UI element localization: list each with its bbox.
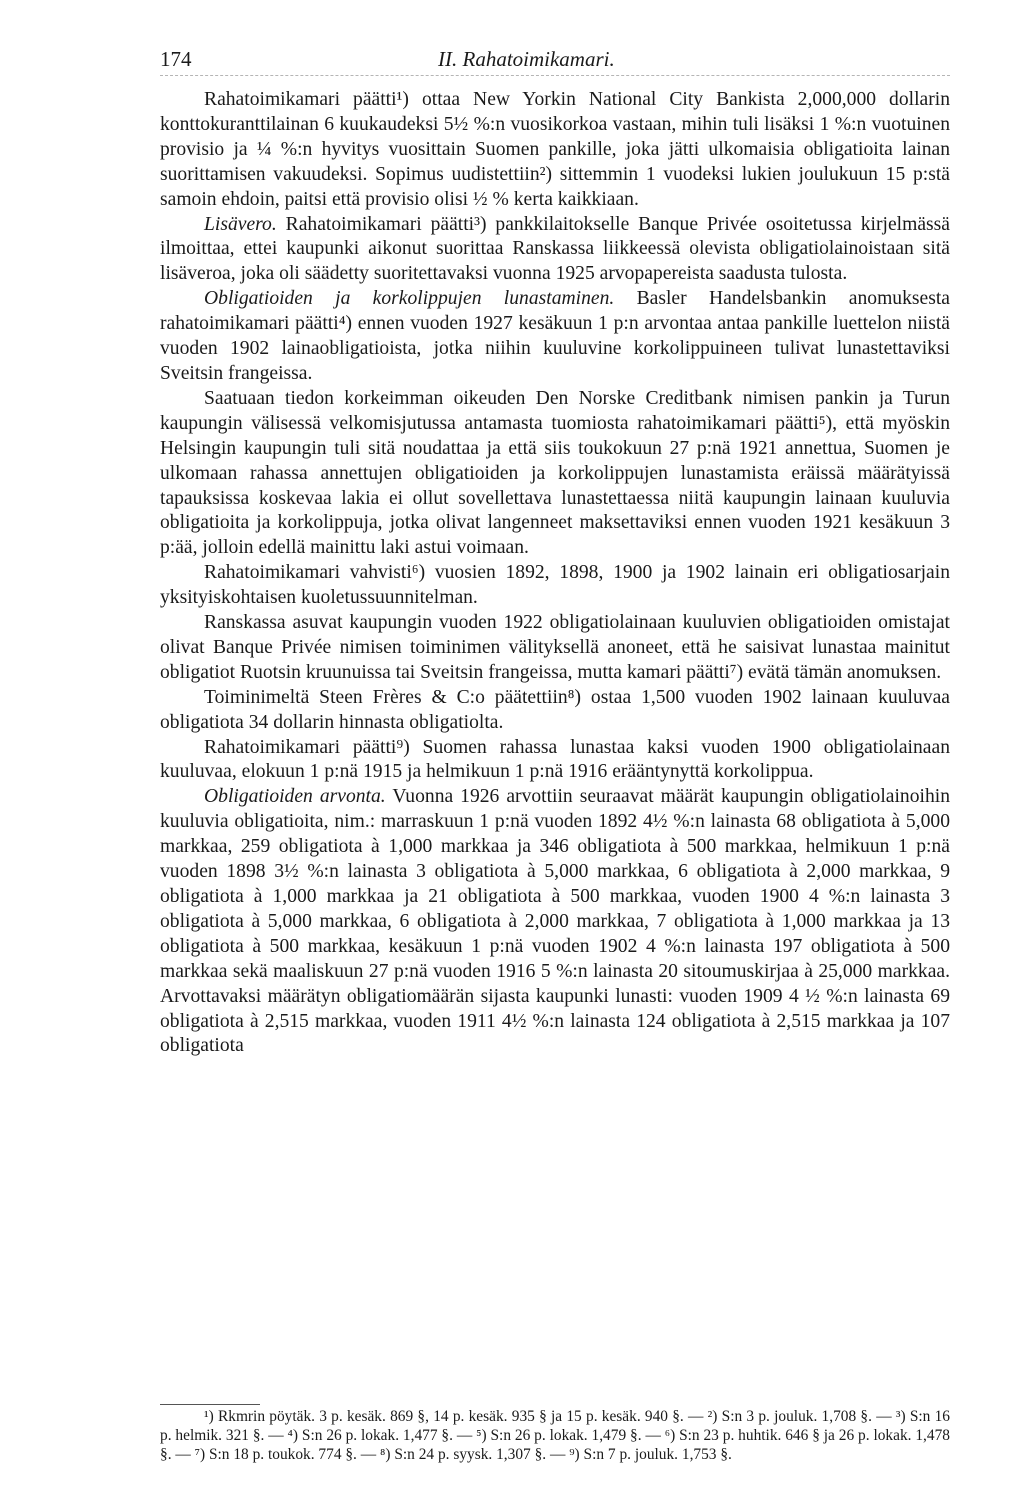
paragraph-lisavero (160, 213, 950, 288)
paragraph-arvonta (160, 785, 950, 1059)
body-text (160, 88, 950, 1059)
running-head: II. Rahatoimikamari. (438, 47, 615, 71)
paragraph-arvonta-text: Vuonna 1926 arvottiin seuraavat määrät kaupungin obligatiolainoihin kuuluvia obligatioita, nim.: marraskuun 1 p:nä vuoden 1892 4½ %:n lainasta 68 obligatiota à 5,000 markkaa, 259 obligatiota à 1,000 markkaa ja 346 obligatiota à 500 markkaa, helmikuun 1 p:nä vuoden 1898 3½ %:n lainasta 3 obligatiota à 5,000 markkaa, 6 obligatiota à 2,000 markkaa, 9 obligatiota à 1,000 markkaa ja 21 obligatiota à 500 markkaa, vuoden 1900 4 %:n lainasta 3 obligatiota à 5,000 markkaa, 6 obligatiota à 2,000 markkaa, 7 obligatiota à 1,000 markkaa ja 13 obligatiota à 500 markkaa, kesäkuun 1 p:nä vuoden 1902 4 %:n lainasta 197 obligatiota à 500 markkaa sekä maaliskuun 27 p:nä vuoden 1916 5 %:n lainasta 20 sitoumuskirjaa à 25,000 markkaa. Arvottavaksi määrätyn obligatiomäärän sijasta kaupunki lunasti: vuoden 1909 4 ½ %:n lainasta 69 obligatiota à 2,515 markkaa, vuoden 1911 4½ %:n lainasta 124 obligatiota à 2,515 markkaa ja 107 obligatiota (160, 786, 950, 1057)
footnote-text: ¹) Rkmrin pöytäk. 3 p. kesäk. 869 §, 14 p. kesäk. 935 § ja 15 p. kesäk. 940 §. — ²) S:n 3 p. jouluk. 1,708 §. — ³) S:n 16 p. helmik. 321 §. — ⁴) S:n 26 p. lokak. 1,477 §. — ⁵) S:n 26 p. lokak. 1,479 §. — ⁶) S:n 23 p. huhtik. 646 § ja 26 p. lokak. 1,478 §. — ⁷) S:n 18 p. toukok. 774 §. — ⁸) S:n 24 p. syysk. 1,307 §. — ⁹) S:n 7 p. jouluk. 1,753 §. (160, 1408, 950, 1464)
paragraph-lunastaminen (160, 287, 950, 387)
footnote-rule (160, 1404, 260, 1405)
heading-lunastaminen: Obligatioiden ja korkolippujen lunastaminen. (204, 288, 615, 310)
paragraph-korkolippu: Rahatoimikamari päätti⁹) Suomen rahassa lunastaa kaksi vuoden 1900 obligatiolainaan kuuluvaa, elokuun 1 p:nä 1915 ja helmikuun 1 p:nä 1916 erääntynyttä korkolippua. (160, 736, 950, 783)
paragraph-creditbank: Saatuaan tiedon korkeimman oikeuden Den Norske Creditbank nimisen pankin ja Turun kaupungin välisessä velkomisjutussa antamasta tuomiosta rahatoimikamari päätti⁵), että myöskin Helsingin kaupungin tuli sitä noudattaa ja että siis toukokuun 27 p:nä 1921 annettua, Suomen je ulkomaan rahassa annettujen obligatioiden ja korkolippujen lunastamista eräissä määrätyissä tapauksissa koskevaa lakia ei ollut sovellettava lunastettaessa niitä kaupungin lainaan kuuluvia obligatioita ja korkolippuja, jotka olivat langenneet maksettaviksi ennen vuoden 1921 kesäkuun 3 p:ää, jolloin edellä mainittu laki astui voimaan. (160, 387, 950, 559)
paragraph-loan: Rahatoimikamari päätti¹) ottaa New Yorkin National City Bankista 2,000,000 dollarin konttokuranttilainan 6 kuukaudeksi 5½ %:n vuosikorkoa vastaan, mihin tuli lisäksi 1 %:n vuotuinen provisio ja ¼ %:n hyvitys vuosittain Suomen pankille, joka jätti ulkomaisia obligatioita lainan suorittamisen vakuudeksi. Sopimus uudistettiin²) sittemmin 1 vuodeksi lukien joulukuun 15 p:stä samoin ehdoin, paitsi että provisio olisi ½ % kerta kaikkiaan. (160, 89, 950, 210)
heading-arvonta: Obligatioiden arvonta. (204, 786, 386, 808)
paragraph-lisavero-text: Rahatoimikamari päätti³) pankkilaitokselle Banque Privée osoitetussa kirjelmässä ilmoittaa, ettei kaupunki aikonut suorittaa Ranskassa liikkeessä olevista obligatiolainoistaan sitä lisäveroa, joka oli säädetty suoritettavaksi vuonna 1925 arvopapereista saadusta tulosta. (160, 213, 950, 285)
paragraph-lunastaminen-text: Basler Handelsbankin anomuksesta rahatoimikamari päätti⁴) ennen vuoden 1927 kesäkuun 1 p:n arvontaa antaa pankille luettelon niistä vuoden 1902 lainaobligatioista, jotka niihin kuuluvine korkolippuineen tulivat lunastettaviksi Sveitsin frangeissa. (160, 288, 950, 384)
paragraph-ranska: Ranskassa asuvat kaupungin vuoden 1922 obligatiolainaan kuuluvien obligatioiden omistajat olivat Banque Privée nimisen toiminimen välityksellä anoneet, että he saisivat lunastaa mainitut obligatiot Ruotsin kruunuissa tai Sveitsin frangeissa, mutta kamari päätti⁷) evätä tämän anomuksen. (160, 612, 950, 683)
header-rule (160, 75, 950, 76)
footnotes (160, 1407, 950, 1465)
heading-lisavero: Lisävero. (204, 213, 277, 235)
paragraph-kuoletus: Rahatoimikamari vahvisti⁶) vuosien 1892, 1898, 1900 ja 1902 lainain eri obligatiosarjain yksityiskohtaisen kuoletussuunnitelman. (160, 562, 950, 609)
paragraph-steen: Toiminimeltä Steen Frères & C:o päätettiin⁸) ostaa 1,500 vuoden 1902 lainaan kuuluvaa obligatiota 34 dollarin hinnasta obligatiolta. (160, 686, 950, 733)
page-header (160, 44, 950, 74)
page-number: 174 (160, 47, 192, 71)
